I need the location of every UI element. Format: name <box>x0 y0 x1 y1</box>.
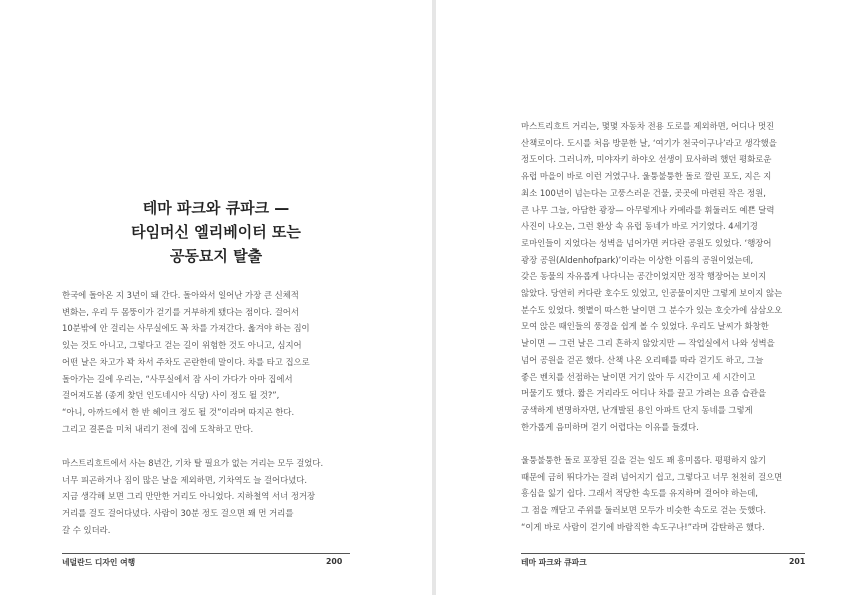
running-footer-title: 네덜란드 디자인 여행 <box>62 558 136 567</box>
text-line: 최소 100년이 넘는다는 고풍스러운 건물, 곳곳에 마련된 작은 정원, <box>521 187 766 198</box>
text-line: 거리를 걸도 걸어다녔다. 사람이 30분 정도 걸으면 꽤 먼 거리를 <box>62 508 294 519</box>
text-line: 않았다. 당연히 커다란 호수도 있었고, 인공물이지만 그렇게 보이지 않는 <box>521 288 783 299</box>
text-line: 분수도 있었다. 햇볕이 따스한 날이면 그 분수가 있는 호숫가에 삼삼오오 <box>521 304 783 315</box>
text-line: 어떤 날은 차고가 꽉 차서 주차도 곤란한데 말이다. 차를 타고 집으로 <box>62 356 310 367</box>
text-line: “이게 바로 사람이 걷기에 바람직한 속도구나!”라며 감탄하곤 했다. <box>521 521 765 532</box>
text-line: 큰 나무 그늘, 아담한 광장— 아무렇게나 카메라를 휘둘러도 예쁜 달력 <box>521 204 775 215</box>
text-line: 산책로이다. 도시를 처음 방문한 날, ‘여기가 천국이구나’라고 생각했을 <box>521 137 777 148</box>
chapter-title-line: 공동묘지 탈출 <box>169 247 263 265</box>
chapter-title-line: 타임머신 엘리베이터 또는 <box>131 223 301 241</box>
text-line: 울퉁불퉁한 돌로 포장된 길을 걷는 일도 꽤 흥미롭다. 평평하지 않기 <box>521 455 767 465</box>
text-line: 걸어져도봄 (종게 찾던 인도네시아 식당) 사이 정도 될 것?”, <box>62 390 280 401</box>
footer-rule <box>521 553 805 554</box>
running-footer-title: 테마 파크와 큐파크 <box>521 558 587 567</box>
text-line: 머물기도 했다. 짧은 거리라도 어디나 차를 끌고 가려는 요즘 습관을 <box>521 388 767 399</box>
text-line: “아니, 아까드에서 한 반 헤이크 정도 될 것”이라며 따지곤 한다. <box>62 406 295 417</box>
text-line: 있는 것도 아니고, 그렇다고 걷는 길이 위험한 것도 아니고, 심지어 <box>62 340 302 351</box>
text-line: 유럽 마을이 바로 이런 거였구나. 울퉁불퉁한 돌로 깔린 포도, 지은 지 <box>521 171 772 182</box>
text-line: 마스트리흐트에서 사는 8년간, 기차 탈 필요가 없는 거리는 모두 걸었다. <box>62 458 324 468</box>
right-paragraph-2 <box>521 452 811 536</box>
text-line: 마스트리흐트 거리는, 몇몇 자동차 전용 도로를 제외하면, 어디나 멋진 <box>521 121 775 131</box>
chapter-title <box>62 196 370 268</box>
text-line: 좋은 벤치를 선점하는 날이면 거기 앉아 두 시간이고 세 시간이고 <box>521 371 756 382</box>
text-line: 날이면 — 그런 날은 그리 흔하지 않았지만 — 작업실에서 나와 성벽을 <box>521 338 775 349</box>
text-line: 갖은 동물의 자유롭게 나다니는 공간이었지만 정작 행장어는 보이지 <box>521 271 767 282</box>
text-line: 너무 피곤하거나 짐이 많은 날을 제외하면, 기차역도 늘 걸어다녔다. <box>62 474 308 485</box>
text-line: 로마인들이 지었다는 성벽을 넘어가면 커다란 공원도 있었다. ‘행장어 <box>521 237 772 248</box>
text-line: 한국에 돌아온 지 3년이 돼 간다. 돌아와서 일어난 가장 큰 신체적 <box>62 290 299 300</box>
text-line: 그리고 결론을 미처 내리기 전에 집에 도착하고 만다. <box>62 423 254 434</box>
page-number: 201 <box>789 557 806 566</box>
footer-rule <box>62 553 350 554</box>
text-line: 흥심을 잃기 쉽다. 그래서 적당한 속도를 유지하며 걸어야 하는데, <box>521 488 758 499</box>
text-line: 변화는, 우리 두 몸뚱이가 걷기를 거부하게 됐다는 점이다. 걸어서 <box>62 306 299 317</box>
text-line: 그 점을 깨닫고 주위를 둘러보면 모두가 비슷한 속도로 걷는 듯했다. <box>521 505 767 516</box>
text-line: 지금 생각해 보면 그리 만만한 거리도 아니었다. 지하철역 서너 정거장 <box>62 491 316 502</box>
text-line: 돌아가는 길에 우리는, “사무실에서 잠 사이 가다가 아마 집에서 <box>62 373 293 384</box>
text-line: 사진이 나오는, 그런 환상 속 유럽 동네가 바로 거기였다. 4세기경 <box>521 221 758 232</box>
text-line: 광장 공원(Aldenhofpark)’이라는 이상한 이름의 공원이었는데, <box>521 254 754 265</box>
text-line: 정도이다. 그러니까, 미야자키 하야오 선생이 묘사하려 했던 평화로운 <box>521 154 772 165</box>
text-line: 10분밖에 안 걸리는 사무실에도 꼭 차를 가져간다. 옮겨야 하는 짐이 <box>62 323 310 334</box>
text-line: 넘어 공원을 걷곤 했다. 산책 나온 오리떼를 따라 걷기도 하고, 그늘 <box>521 354 764 365</box>
text-line: 갈 수 있더라. <box>62 524 111 535</box>
text-line: 궁색하게 변명하자면, 난개발된 용인 아파트 단지 동네를 그렇게 <box>521 404 753 415</box>
page-number: 200 <box>326 557 343 566</box>
text-line: 때문에 금히 뛰다가는 걸려 넘어지기 쉽고, 그렇다고 너무 천천히 걸으면 <box>521 471 783 482</box>
right-paragraph-1 <box>521 118 811 435</box>
chapter-title-line: 테마 파크와 큐파크 — <box>142 199 290 217</box>
text-line: 모여 앉은 때인들의 풍경을 쉽게 볼 수 있었다. 우리도 날씨가 화창한 <box>521 321 769 332</box>
left-paragraph-2 <box>62 455 362 539</box>
left-paragraph-1 <box>62 287 362 437</box>
text-line: 한가롭게 음미하며 걷기 어렵다는 이유를 들겠다. <box>521 421 699 432</box>
